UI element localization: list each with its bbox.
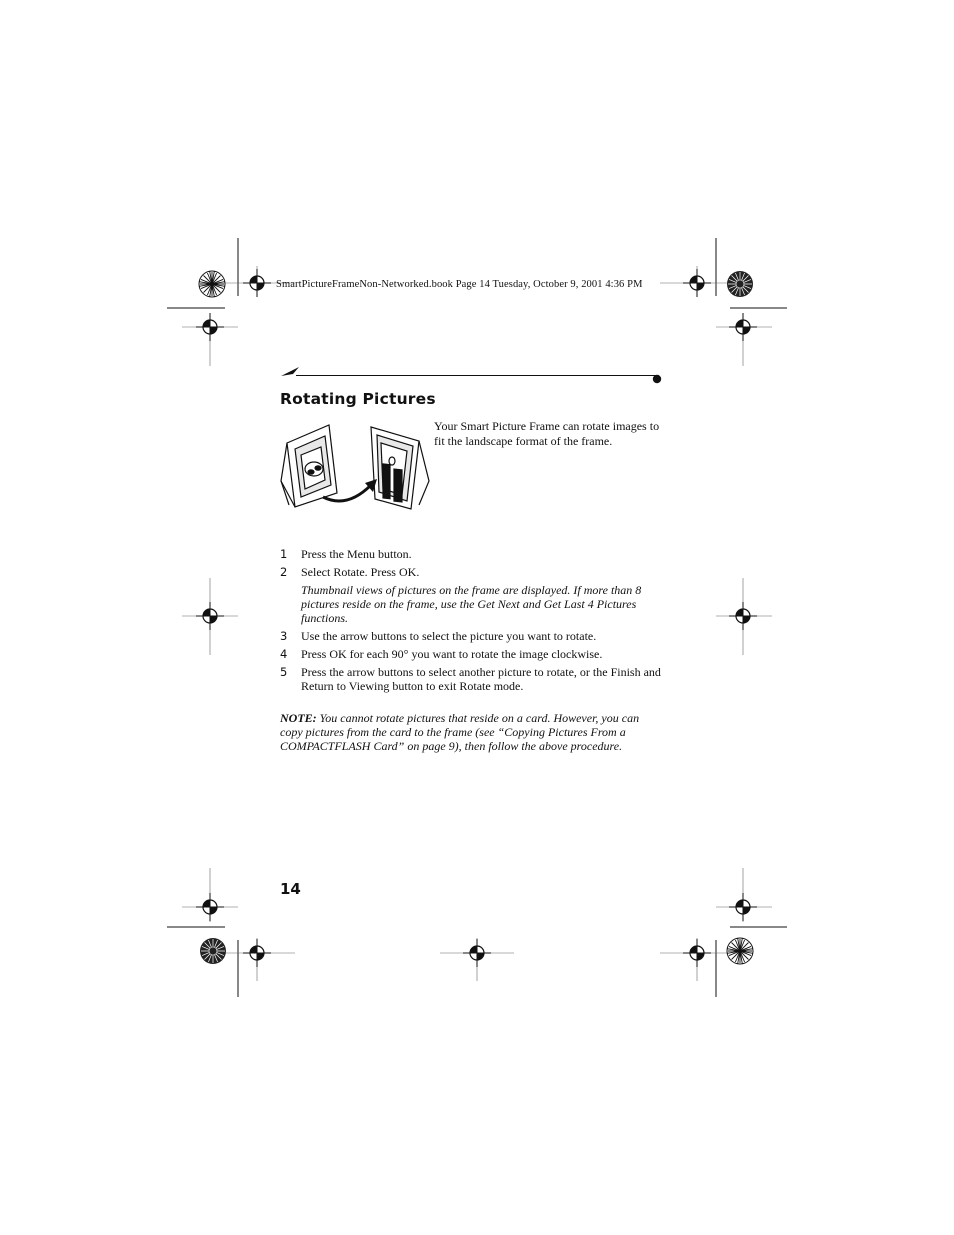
step-text: Select Rotate. Press OK. (301, 565, 420, 579)
note-text: You cannot rotate pictures that reside on a card. However, you can copy pictures from the card to the frame (see “Copying Pictures From a COMPACTFLASH Card” on page 9), then follow the above procedure. (280, 711, 640, 753)
step-number: 4 (280, 647, 288, 661)
note-label: NOTE: (280, 711, 317, 725)
step-text: Press the Menu button. (301, 547, 412, 561)
step-detail: Thumbnail views of pictures on the frame are displayed. If more than 8 pictures reside on the frame, use the Get Next and Get Last 4 Pictures functions. (301, 583, 642, 625)
chapter-rule-arrow-icon (281, 366, 301, 378)
step-number: 2 (280, 565, 288, 579)
chapter-rule (296, 375, 656, 376)
step-text: Press the arrow buttons to select another picture to rotate, or the Finish and Return to Viewing button to exit Rotate mode. (301, 665, 661, 693)
step-number: 3 (280, 629, 288, 643)
step-number: 5 (280, 665, 288, 679)
note-block (280, 711, 664, 753)
page-number: 14 (280, 880, 301, 898)
section-intro: Your Smart Picture Frame can rotate images to fit the landscape format of the frame. (434, 419, 660, 448)
chapter-rule-dot-icon (652, 374, 662, 384)
frame-rotation-illustration (279, 419, 439, 519)
step-number: 1 (280, 547, 288, 561)
section-title: Rotating Pictures (280, 390, 436, 408)
step-text: Press OK for each 90° you want to rotate the image clockwise. (301, 647, 603, 661)
print-slug: SmartPictureFrameNon-Networked.book Page 14 Tuesday, October 9, 2001 4:36 PM (276, 279, 643, 290)
step-text: Use the arrow buttons to select the picture you want to rotate. (301, 629, 597, 643)
